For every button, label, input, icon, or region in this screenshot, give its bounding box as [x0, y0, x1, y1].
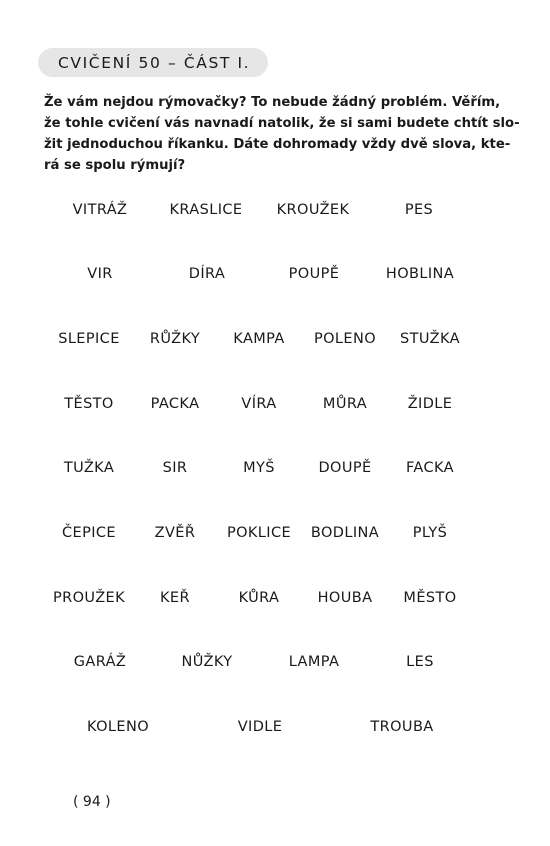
word-item: KAMPA: [233, 331, 285, 347]
word-item: VÍRA: [241, 396, 277, 412]
word-item: DOUPĚ: [318, 460, 372, 476]
word-item: POUPĚ: [288, 266, 340, 282]
word-item: LAMPA: [288, 654, 340, 670]
page-number: ( 94 ): [73, 794, 111, 810]
word-item: ZVĚŘ: [154, 525, 196, 541]
word-item: MYŠ: [243, 460, 275, 476]
exercise-title: CVIČENÍ 50 – ČÁST I.: [38, 48, 268, 77]
word-item: VIR: [87, 266, 113, 282]
word-item: TUŽKA: [63, 460, 115, 476]
word-item: HOBLINA: [385, 266, 455, 282]
word-item: SLEPICE: [58, 331, 120, 347]
word-item: KOLENO: [86, 719, 150, 735]
word-item: PES: [404, 202, 434, 218]
word-item: NŮŽKY: [181, 654, 233, 670]
word-item: STUŽKA: [400, 331, 460, 347]
word-item: PACKA: [150, 396, 200, 412]
word-item: POLENO: [313, 331, 377, 347]
word-item: MĚSTO: [403, 590, 457, 606]
word-item: KŮRA: [238, 590, 280, 606]
intro-line: Že vám nejdou rýmovačky? To nebude žádný problém. Věřím,: [44, 95, 501, 110]
word-item: TĚSTO: [64, 396, 114, 412]
intro-line: žit jednoduchou říkanku. Dáte dohromady vždy dvě slova, kte-: [44, 137, 511, 152]
intro-line: že tohle cvičení vás navnadí natolik, že si sami budete chtít slo-: [44, 116, 520, 131]
word-item: ČEPICE: [62, 525, 116, 541]
word-item: RŮŽKY: [149, 331, 201, 347]
word-item: KEŘ: [160, 590, 190, 606]
word-item: VITRÁŽ: [72, 202, 128, 218]
word-item: TROUBA: [370, 719, 434, 735]
word-item: VIDLE: [237, 719, 283, 735]
word-item: FACKA: [406, 460, 454, 476]
word-item: HOUBA: [317, 590, 373, 606]
word-item: SIR: [162, 460, 188, 476]
word-item: KROUŽEK: [276, 202, 350, 218]
word-item: POKLICE: [226, 525, 292, 541]
word-item: KRASLICE: [169, 202, 243, 218]
word-item: LES: [406, 654, 434, 670]
word-item: PLYŠ: [412, 525, 448, 541]
intro-paragraph: [44, 92, 520, 176]
word-item: GARÁŽ: [73, 654, 127, 670]
word-item: MŮRA: [322, 396, 368, 412]
word-item: PROUŽEK: [53, 590, 125, 606]
word-item: DÍRA: [188, 266, 226, 282]
word-item: BODLINA: [310, 525, 380, 541]
word-item: ŽIDLE: [407, 396, 453, 412]
intro-line: rá se spolu rýmují?: [44, 158, 186, 173]
